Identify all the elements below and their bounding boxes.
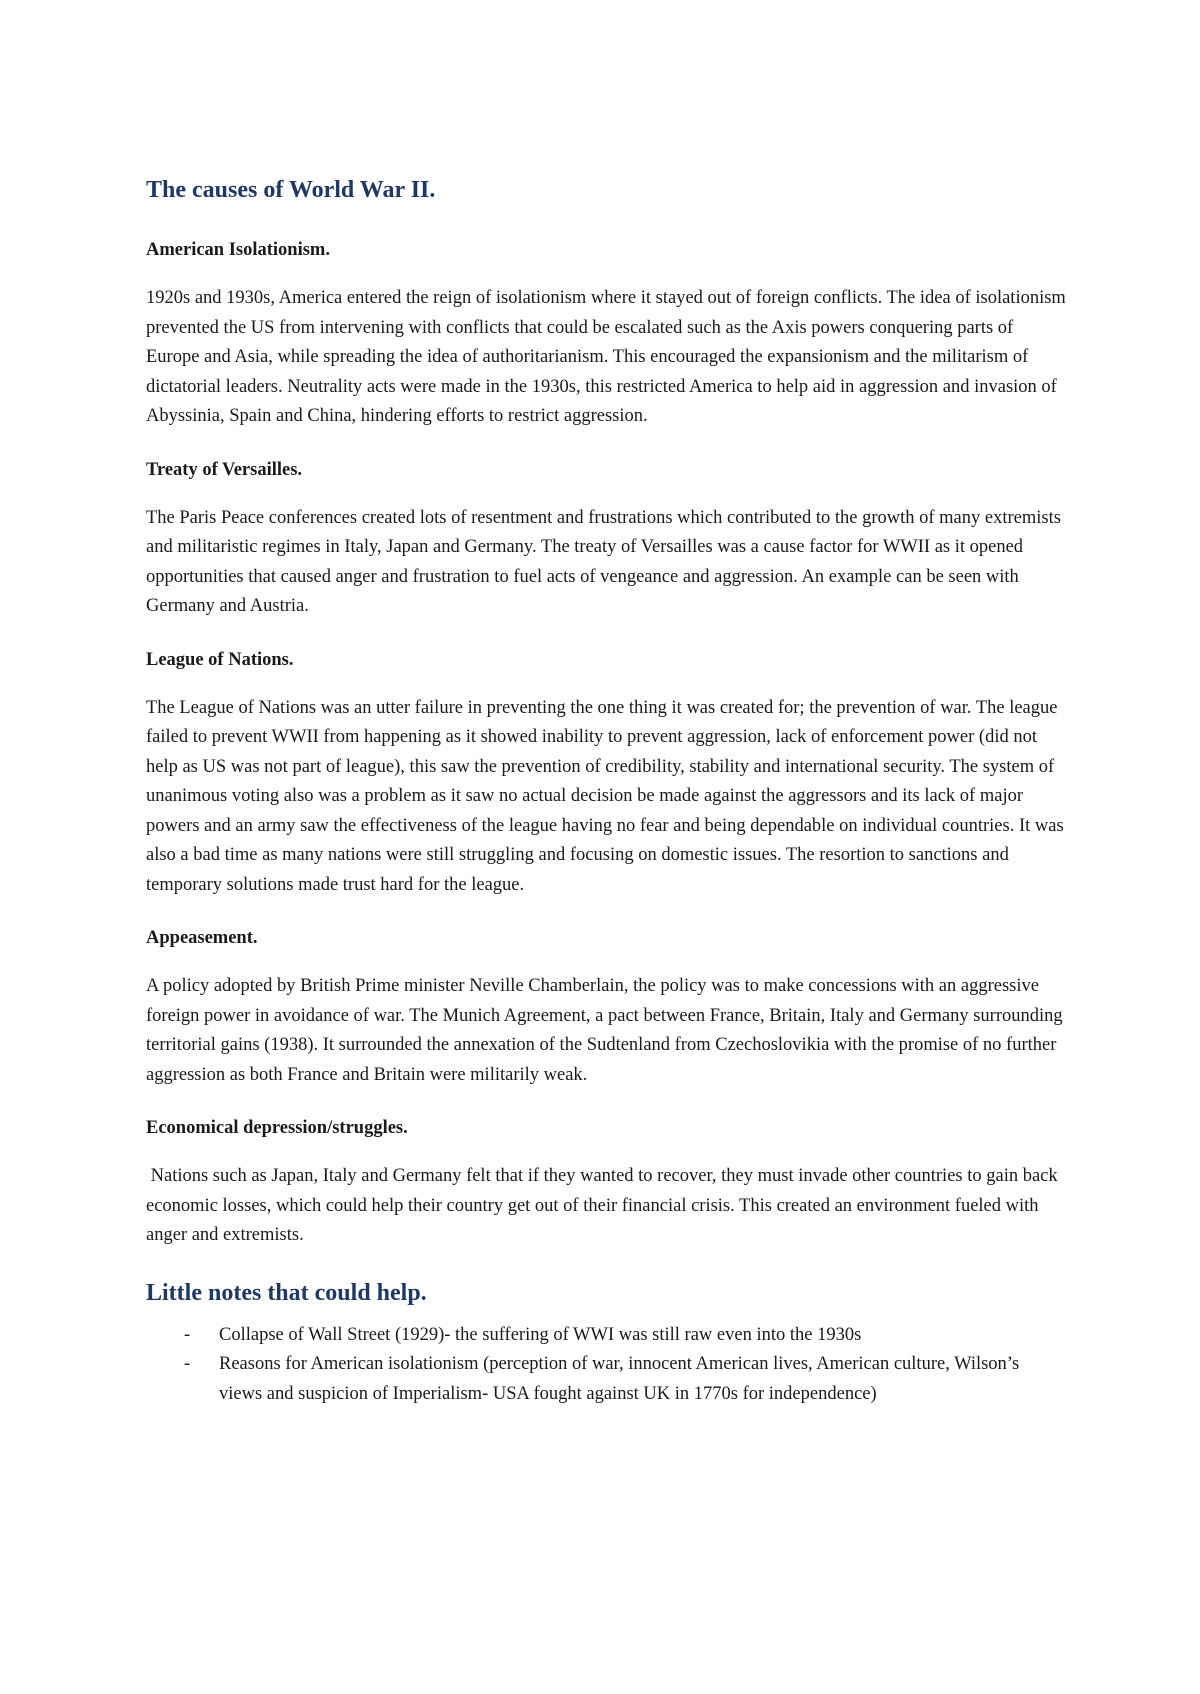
list-item xyxy=(146,1350,1066,1409)
section-paragraph: Nations such as Japan, Italy and Germany felt that if they wanted to recover, they must invade other countries to gain back economic losses, which could help their country get out of their financial crisis. This created an environment fueled with anger and extremists. xyxy=(146,1166,1063,1245)
note-text: Collapse of Wall Street (1929)- the suffering of WWI was still raw even into the 1930s xyxy=(219,1324,862,1345)
bullet-dash: - xyxy=(184,1324,191,1345)
section-heading: Treaty of Versailles. xyxy=(146,459,303,480)
section-league-of-nations xyxy=(146,646,1066,901)
section-paragraph: 1920s and 1930s, America entered the reign of isolationism where it stayed out of foreign conflicts. The idea of isolationism prevented the US from intervening with conflicts that could be escalated such as the Axis powers conquering parts of Europe and Asia, while spreading the idea of authoritarianism. This encouraged the expansionism and the militarism of dictatorial leaders. Neutrality acts were made in the 1930s, this restricted America to help aid in aggression and invasion of Abyssinia, Spain and China, hindering efforts to restrict aggression. xyxy=(146,288,1066,426)
document-page xyxy=(146,172,1066,1409)
section-appeasement xyxy=(146,924,1066,1090)
section-american-isolationism xyxy=(146,236,1066,432)
section-treaty-of-versailles xyxy=(146,456,1066,622)
notes-list xyxy=(146,1321,1066,1410)
section-paragraph: A policy adopted by British Prime minister Neville Chamberlain, the policy was to make concessions with an aggressive foreign power in avoidance of war. The Munich Agreement, a pact between France, Britain, Italy and Germany surrounding territorial gains (1938). It surrounded the annexation of the Sudtenland from Czechoslovikia with the promise of no further aggression as both France and Britain were militarily weak. xyxy=(146,976,1063,1085)
section-paragraph: The League of Nations was an utter failure in preventing the one thing it was created for; the prevention of war. The league failed to prevent WWII from happening as it showed inability to prevent aggression, lack of enforcement power (did not help as US was not part of league), this saw the prevention of credibility, stability and international security. The system of unanimous voting also was a problem as it saw no actual decision be made against the aggressors and its lack of major powers and an army saw the effectiveness of the league having no fear and being dependable on individual countries. It was also a bad time as many nations were still struggling and focusing on domestic issues. The resortion to sanctions and temporary solutions made trust hard for the league. xyxy=(146,697,1064,895)
section-heading: American Isolationism. xyxy=(146,240,330,260)
bullet-dash: - xyxy=(184,1354,191,1374)
section-economical-depression xyxy=(146,1114,1066,1251)
page-title: The causes of World War II. xyxy=(146,177,436,203)
note-text: Reasons for American isolationism (perception of war, innocent American lives, American culture, Wilson’s views and suspicion of Imperialism- USA fought against UK in 1770s for independence) xyxy=(219,1354,1020,1404)
section-heading: Economical depression/struggles. xyxy=(146,1118,408,1138)
section-heading: League of Nations. xyxy=(146,649,294,670)
list-item xyxy=(146,1321,1066,1351)
section-heading: Appeasement. xyxy=(146,928,258,948)
notes-title: Little notes that could help. xyxy=(146,1279,427,1306)
section-paragraph: The Paris Peace conferences created lots of resentment and frustrations which contributed to the growth of many extremists and militaristic regimes in Italy, Japan and Germany. The treaty of Versailles was a cause factor for WWII as it opened opportunities that caused anger and frustration to fuel acts of vengeance and aggression. An example can be seen with Germany and Austria. xyxy=(146,507,1061,616)
